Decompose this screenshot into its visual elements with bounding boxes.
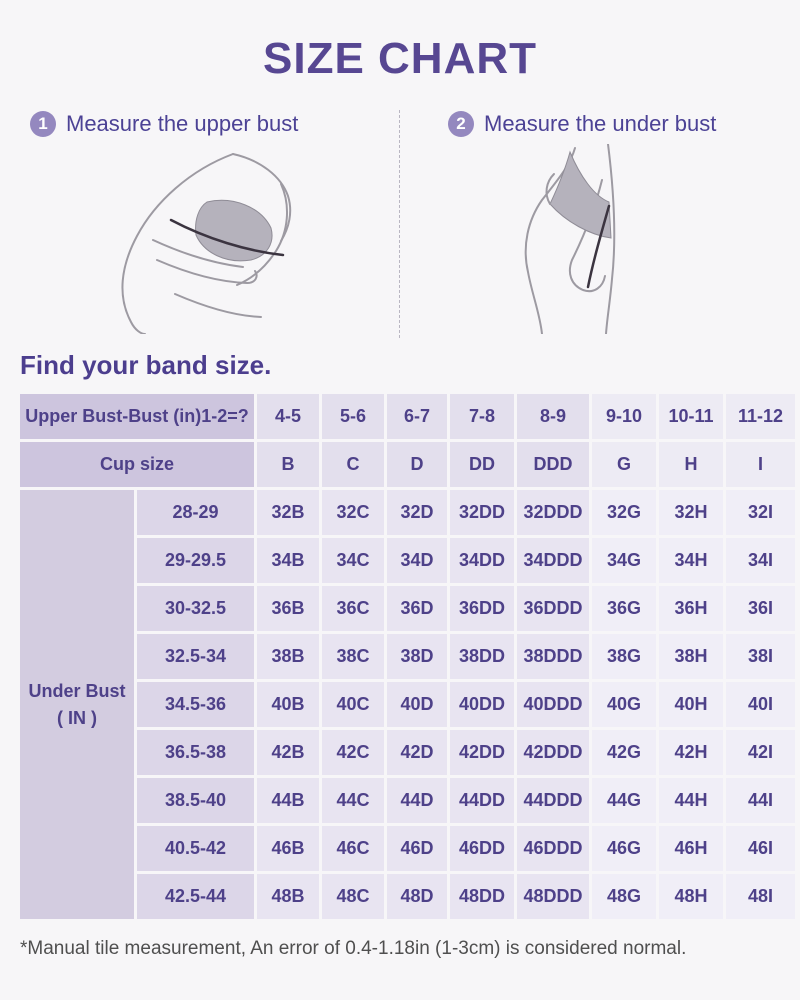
size-cell: 42DDD [517,730,589,775]
measure-steps [0,110,800,338]
size-cell: 36H [659,586,723,631]
size-cell: 34DD [450,538,514,583]
step-upper-bust [0,110,400,338]
size-cell: 38D [387,634,447,679]
size-cell: 48B [257,874,319,919]
cup-size-header: DD [450,442,514,487]
size-cell: 36B [257,586,319,631]
size-cell: 40DDD [517,682,589,727]
size-cell: 48H [659,874,723,919]
size-cell: 40H [659,682,723,727]
size-cell: 38C [322,634,384,679]
diff-col-header: 8-9 [517,394,589,439]
size-cell: 32DD [450,490,514,535]
diff-col-header: 10-11 [659,394,723,439]
size-cell: 38G [592,634,656,679]
diff-col-header: 6-7 [387,394,447,439]
diff-col-header: 4-5 [257,394,319,439]
size-cell: 48G [592,874,656,919]
size-cell: 34D [387,538,447,583]
step-1-number-badge: 1 [30,111,56,137]
table-row [20,778,795,823]
table-row [20,874,795,919]
size-cell: 48C [322,874,384,919]
size-cell: 40D [387,682,447,727]
size-cell: 32H [659,490,723,535]
size-cell: 44B [257,778,319,823]
step-under-bust [400,110,800,338]
size-cell: 36DD [450,586,514,631]
table-row [20,682,795,727]
under-bust-range-cell: 40.5-42 [137,826,254,871]
size-cell: 34DDD [517,538,589,583]
size-cell: 46DD [450,826,514,871]
step-1-label: Measure the upper bust [66,111,299,136]
table-row [20,826,795,871]
under-bust-range-cell: 30-32.5 [137,586,254,631]
under-bust-unit: ( IN ) [57,707,97,728]
size-table-body [20,490,795,919]
diff-header-row [20,394,795,439]
cup-size-header: G [592,442,656,487]
cup-size-header: D [387,442,447,487]
cup-size-header: B [257,442,319,487]
size-cell: 44H [659,778,723,823]
size-cell: 44C [322,778,384,823]
table-row [20,538,795,583]
size-cell: 34B [257,538,319,583]
woman-measuring-upper-bust-illustration [55,144,345,334]
size-cell: 32DDD [517,490,589,535]
size-chart-table [17,391,798,922]
size-cell: 42H [659,730,723,775]
size-cell: 44D [387,778,447,823]
size-cell: 34H [659,538,723,583]
footnote: *Manual tile measurement, An error of 0.4-1.18in (1-3cm) is considered normal. [20,938,687,959]
step-2-number-badge: 2 [448,111,474,137]
size-cell: 32G [592,490,656,535]
size-cell: 40G [592,682,656,727]
size-cell: 42D [387,730,447,775]
under-bust-range-cell: 32.5-34 [137,634,254,679]
size-cell: 46C [322,826,384,871]
cup-size-header-row [20,442,795,487]
cup-size-header: C [322,442,384,487]
size-cell: 40C [322,682,384,727]
under-bust-range-cell: 38.5-40 [137,778,254,823]
diff-col-header: 11-12 [726,394,795,439]
cup-size-header: I [726,442,795,487]
under-bust-range-cell: 36.5-38 [137,730,254,775]
under-bust-range-cell: 42.5-44 [137,874,254,919]
size-cell: 40DD [450,682,514,727]
size-cell: 48I [726,874,795,919]
size-cell: 42B [257,730,319,775]
under-bust-header [20,490,134,919]
size-cell: 38H [659,634,723,679]
size-cell: 40B [257,682,319,727]
size-cell: 46DDD [517,826,589,871]
size-cell: 42G [592,730,656,775]
diff-col-header: 7-8 [450,394,514,439]
size-cell: 38DDD [517,634,589,679]
under-bust-range-cell: 34.5-36 [137,682,254,727]
size-cell: 42I [726,730,795,775]
size-cell: 48D [387,874,447,919]
size-cell: 42C [322,730,384,775]
table-row [20,730,795,775]
under-bust-range-cell: 29-29.5 [137,538,254,583]
size-cell: 36C [322,586,384,631]
size-cell: 32C [322,490,384,535]
size-cell: 46I [726,826,795,871]
step-2-label: Measure the under bust [484,111,717,136]
diff-col-header: 5-6 [322,394,384,439]
table-row [20,634,795,679]
size-cell: 46B [257,826,319,871]
size-cell: 48DDD [517,874,589,919]
size-cell: 46H [659,826,723,871]
under-bust-label: Under Bust [28,680,126,701]
table-row [20,586,795,631]
size-cell: 46G [592,826,656,871]
section-heading: Find your band size. [20,350,272,380]
size-cell: 32B [257,490,319,535]
size-cell: 40I [726,682,795,727]
table-row [20,490,795,535]
size-cell: 44DDD [517,778,589,823]
diff-col-header: 9-10 [592,394,656,439]
size-cell: 36I [726,586,795,631]
size-cell: 36DDD [517,586,589,631]
cup-size-header: DDD [517,442,589,487]
size-cell: 44G [592,778,656,823]
size-cell: 34G [592,538,656,583]
woman-measuring-under-bust-illustration [480,144,720,334]
under-bust-range-cell: 28-29 [137,490,254,535]
size-cell: 46D [387,826,447,871]
size-cell: 44DD [450,778,514,823]
page-title: SIZE CHART [263,34,537,83]
size-cell: 42DD [450,730,514,775]
size-cell: 48DD [450,874,514,919]
size-cell: 36D [387,586,447,631]
size-cell: 44I [726,778,795,823]
cup-size-header: H [659,442,723,487]
size-cell: 36G [592,586,656,631]
size-cell: 38DD [450,634,514,679]
size-cell: 34I [726,538,795,583]
size-cell: 38B [257,634,319,679]
diff-row-label: Upper Bust-Bust (in)1-2=? [20,394,254,439]
size-cell: 32I [726,490,795,535]
size-cell: 34C [322,538,384,583]
cup-row-label: Cup size [20,442,254,487]
size-cell: 32D [387,490,447,535]
size-cell: 38I [726,634,795,679]
